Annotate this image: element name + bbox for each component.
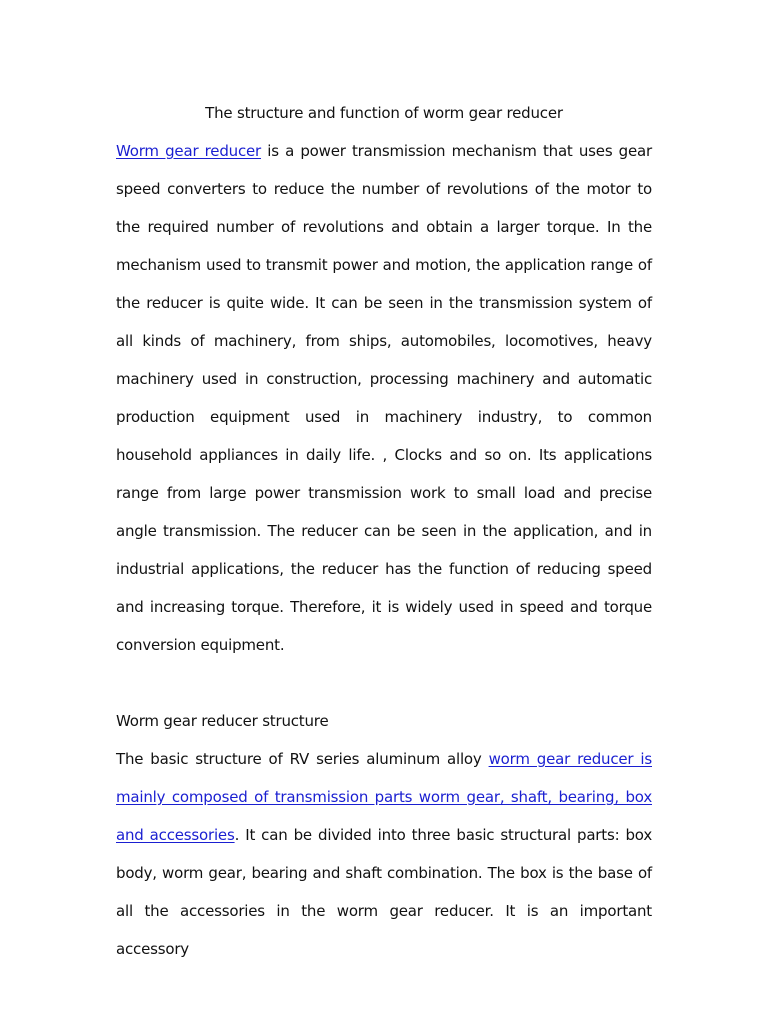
document-body (116, 94, 652, 968)
document-title: The structure and function of worm gear reducer (205, 104, 563, 122)
worm-gear-reducer-link[interactable]: Worm gear reducer (116, 142, 261, 160)
structure-text-before: The basic structure of RV series aluminum alloy (116, 750, 489, 768)
structure-paragraph (116, 740, 652, 968)
structure-text-after: . It can be divided into three basic structural parts: box body, worm gear, bearing and shaft combination. The box is the base of all the accessories in the worm gear reducer. It is an important accessory (116, 826, 652, 958)
paragraph-spacer (116, 664, 652, 702)
intro-paragraph-text: is a power transmission mechanism that uses gear speed converters to reduce the number of revolutions of the motor to the required number of revolutions and obtain a larger torque. In the mechanism used to transmit power and motion, the application range of the reducer is quite wide. It can be seen in the transmission system of all kinds of machinery, from ships, automobiles, locomotives, heavy machinery used in construction, processing machinery and automatic production equipment used in machinery industry, to common household appliances in daily life. , Clocks and so on. Its applications range from large power transmission work to small load and precise angle transmission. The reducer can be seen in the application, and in industrial applications, the reducer has the function of reducing speed and increasing torque. Therefore, it is widely used in speed and torque conversion equipment. (116, 142, 652, 654)
worm-gear-structure-link[interactable]: worm gear reducer is mainly composed of transmission parts worm gear, shaft, bearing, box and accessories (116, 750, 652, 844)
intro-paragraph (116, 132, 652, 664)
section-heading: Worm gear reducer structure (116, 712, 329, 730)
